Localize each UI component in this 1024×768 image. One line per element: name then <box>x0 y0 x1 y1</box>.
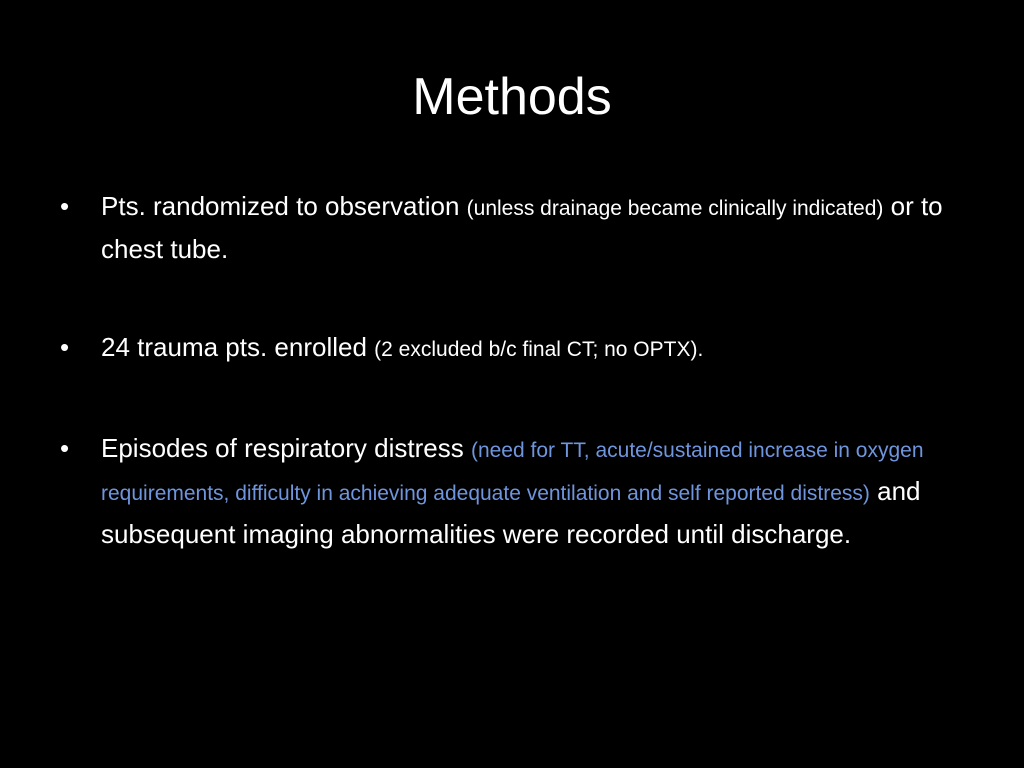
bullet-icon: • <box>60 191 70 221</box>
bullet-icon: • <box>60 332 70 362</box>
bullet-note-text: (2 excluded b/c final CT; no OPTX). <box>374 338 704 361</box>
bullet-icon: • <box>60 433 70 463</box>
bullet-tail-text: and subsequent imaging abnormalities were recorded until discharge. <box>101 476 921 549</box>
slide-title: Methods <box>412 68 612 126</box>
bullet-note-text: (unless drainage became clinically indicated) <box>466 197 884 220</box>
bullet-highlight-text: (need for TT, acute/sustained increase in oxygen requirements, difficulty in achieving adequate ventilation and self reported distress) <box>101 439 924 505</box>
bullet-randomization <box>60 186 950 269</box>
bullet-respiratory-distress <box>60 428 950 554</box>
bullet-list <box>60 186 950 554</box>
bullet-tail-text: or to chest tube. <box>101 191 943 264</box>
bullet-main-text: 24 trauma pts. enrolled <box>101 332 367 362</box>
bullet-main-text: Episodes of respiratory distress <box>101 433 464 463</box>
bullet-enrollment <box>60 327 950 370</box>
bullet-main-text: Pts. randomized to observation <box>101 191 460 221</box>
